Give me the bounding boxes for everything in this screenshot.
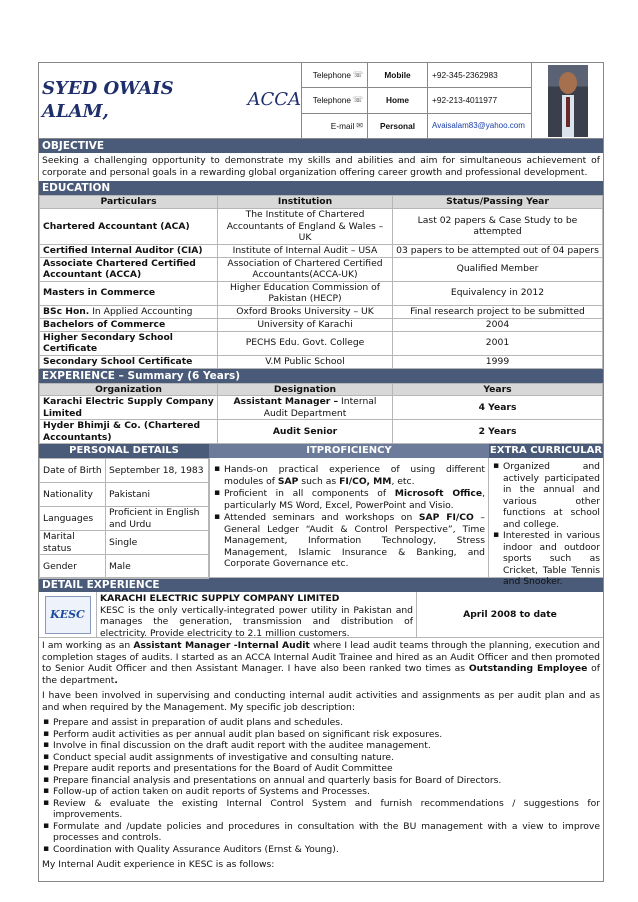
email-icon: ✉: [356, 120, 363, 130]
personal-details: [39, 458, 209, 577]
contact-row-email: E-mail ✉ Personal Avaisalam83@yahoo.com: [302, 114, 531, 138]
extra-curricular-heading: EXTRA CURRICULAR: [489, 445, 603, 456]
contact-row-home: Telephone ☏ Home +92-213-4011977: [302, 88, 531, 113]
education-table: [39, 195, 603, 369]
table-row: Hyder Bhimji & Co. (Chartered Accountants) Audit Senior 2 Years: [40, 420, 603, 444]
detail-experience-heading: DETAIL EXPERIENCE: [39, 578, 603, 592]
candidate-designation: ACCA: [247, 89, 301, 111]
detail-experience-body: [39, 638, 603, 881]
table-row: Marital status Single: [40, 531, 209, 555]
contact-table: [301, 63, 531, 138]
objective-text: Seeking a challenging opportunity to demonstrate my skills and abilities and aim for simultaneous achievement of corporate and personal goals in a rewarding global organization offering career growth and professional development.: [42, 155, 600, 178]
employment-period: April 2008 to date: [463, 608, 557, 620]
company-row: [39, 592, 603, 638]
list-item: ▪ Prepare audit reports and presentations for the Board of Audit Committee: [42, 763, 600, 775]
list-item: ▪ Coordination with Quality Assurance Auditors (Ernst & Young).: [42, 844, 600, 856]
table-row: Karachi Electric Supply Company Limited Assistant Manager – Internal Audit Department 4 Years: [40, 396, 603, 420]
closing-line: My Internal Audit experience in KESC is as follows:: [42, 859, 275, 870]
list-item: ▪ Review & evaluate the existing Internal Control System and furnish recommendations / suggestions for improvements.: [42, 798, 600, 821]
objective-heading: OBJECTIVE: [39, 139, 603, 153]
three-column-headings: [39, 444, 603, 458]
extra-curricular-list: [489, 458, 603, 587]
contact-row-mobile: Telephone ☏ Mobile +92-345-2362983: [302, 63, 531, 88]
table-row: Gender Male: [40, 555, 209, 579]
list-item: ▪ Organized and actively participated in the annual and various other functions at school and college.: [492, 461, 600, 530]
email-link[interactable]: Avaisalam83@yahoo.com: [432, 120, 525, 130]
list-item: ▪ Prepare financial analysis and presentations on annual and quarterly basis for Board of Directors.: [42, 775, 600, 787]
job-intro: I have been involved in supervising and conducting internal audit activities and assignments as per audit plan and as and when required by the Management. My specific job description:: [42, 690, 600, 713]
list-item: ▪ Interested in various indoor and outdoor sports such as Cricket, Table Tennis and Snooker.: [492, 530, 600, 588]
duties-list: [42, 717, 600, 855]
mobile-number: +92-345-2362983: [432, 69, 498, 80]
education-heading: EDUCATION: [39, 181, 603, 195]
profile-photo: [548, 65, 588, 137]
table-row: Nationality Pakistani: [40, 483, 209, 507]
company-name: KARACHI ELECTRIC SUPPLY COMPANY LIMITED: [100, 593, 340, 604]
table-row: BSc Hon. In Applied Accounting Oxford Brooks University – UK Final research project to be submitted: [40, 305, 603, 318]
experience-heading: EXPERIENCE – Summary (6 Years): [39, 369, 603, 383]
table-row: Associate Chartered Certified Accountant (ACCA) Association of Chartered Certified Accountants(ACCA-UK) Qualified Member: [40, 257, 603, 281]
list-item: ▪ Involve in final discussion on the draft audit report with the auditee management.: [42, 740, 600, 752]
resume-header: [39, 63, 603, 139]
it-proficiency-heading: ITPROFICIENCY: [209, 444, 489, 458]
list-item: ▪ Hands-on practical experience of using different modules of SAP such as FI/CO, MM, etc.: [213, 464, 485, 487]
table-header-row: Particulars Institution Status/Passing Year: [40, 196, 603, 209]
list-item: ▪ Follow-up of action taken on audit reports of Systems and Processes.: [42, 786, 600, 798]
personal-details-heading: PERSONAL DETAILS: [39, 444, 209, 458]
experience-table: [39, 383, 603, 445]
table-row: Languages Proficient in English and Urdu: [40, 507, 209, 531]
home-number: +92-213-4011977: [432, 95, 498, 106]
list-item: ▪ Conduct special audit assignments of investigative and consulting nature.: [42, 752, 600, 764]
table-row: Chartered Accountant (ACA) The Institute of Chartered Accountants of England & Wales – UK Last 02 papers & Case Study to be attempted: [40, 209, 603, 245]
list-item: ▪ Attended seminars and workshops on SAP FI/CO – General Ledger “Audit & Control Perspective”, Time Management, Information Technology, Stress Management, Islamic Insurance & Banking, and Corporate Governance etc.: [213, 512, 485, 570]
list-item: ▪ Formulate and /update policies and procedures in consultation with the BU management with a view to improve processes and controls.: [42, 821, 600, 844]
table-row: Date of Birth September 18, 1983: [40, 459, 209, 483]
candidate-name: SYED OWAIS ALAM, ACCA: [42, 78, 301, 122]
table-row: Higher Secondary School Certificate PECHS Edu. Govt. College 2001: [40, 331, 603, 355]
list-item: ▪ Proficient in all components of Microsoft Office, particularly MS Word, Excel, PowerPoint and Visio.: [213, 488, 485, 511]
phone-icon: ☏: [352, 70, 363, 80]
company-description: KESC is the only vertically-integrated power utility in Pakistan and manages the generation, transmission and distribution of electricity. Provide electricity to 2.1 million customers.: [100, 604, 413, 639]
list-item: ▪ Prepare and assist in preparation of audit plans and schedules.: [42, 717, 600, 729]
table-header-row: Organization Designation Years: [40, 383, 603, 396]
it-proficiency-list: [209, 458, 489, 577]
table-row: Certified Internal Auditor (CIA) Institute of Internal Audit – USA 03 papers to be attempted out of 04 papers: [40, 244, 603, 257]
table-row: Masters in Commerce Higher Education Commission of Pakistan (HECP) Equivalency in 2012: [40, 281, 603, 305]
list-item: ▪ Perform audit activities as per annual audit plan based on significant risk exposures.: [42, 729, 600, 741]
resume-page: [38, 62, 604, 882]
table-row: Bachelors of Commerce University of Karachi 2004: [40, 318, 603, 331]
phone-icon: ☏: [352, 95, 363, 105]
kesc-logo: KESC: [45, 596, 91, 634]
role-summary: I am working as an Assistant Manager -Internal Audit where I lead audit teams through the planning, execution and completion stages of audits. I started as an ACCA Internal Audit Trainee and hired as an Audit Officer and then promoted to Senior Audit Officer and then Assistant Manager. I have also been ranked two times as Outstanding Employee of the department.: [42, 640, 600, 686]
table-row: Secondary School Certificate V.M Public School 1999: [40, 355, 603, 368]
